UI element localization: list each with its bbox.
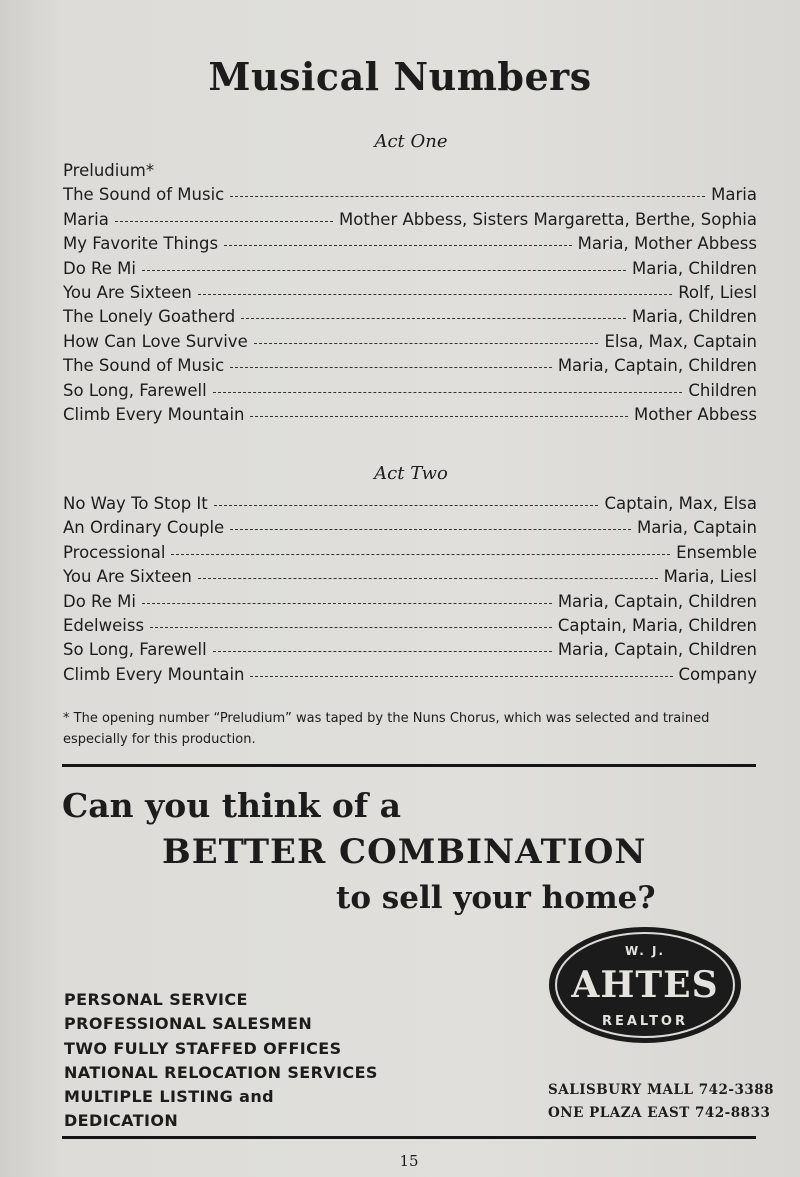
song-row [63,332,757,356]
song-cast: Maria, Captain, Children [557,640,757,660]
song-title: So Long, Farewell [63,380,207,400]
song-title: The Sound of Music [63,356,225,376]
song-row [63,518,757,542]
dotted-leader [230,367,552,368]
logo-realtor: REALTOR [601,1014,689,1029]
dotted-leader [254,343,599,344]
dotted-leader [198,294,672,295]
dotted-leader [115,221,333,222]
song-title: Edelweiss [63,615,145,635]
song-title: So Long, Farewell [63,640,207,660]
page-title: Musical Numbers [208,54,592,99]
song-cast: Captain, Max, Elsa [604,494,757,513]
song-row [63,567,757,591]
dotted-leader [250,676,672,677]
song-cast: Elsa, Max, Captain [604,331,757,351]
song-title: The Sound of Music [63,185,225,205]
dotted-leader [214,505,599,506]
song-row [63,307,757,331]
preludium-item: Preludium* [63,161,155,180]
divider-bottom [62,1136,756,1139]
dotted-leader [230,529,631,530]
dotted-leader [241,318,626,319]
song-title: The Lonely Goatherd [63,307,236,327]
song-row [63,259,757,283]
service-item: MULTIPLE LISTING and [64,1087,275,1107]
dotted-leader [150,627,552,628]
ad-headline-line2: BETTER COMBINATION [162,832,647,872]
song-title: Climb Every Mountain [63,404,245,424]
logo-name: AHTES [571,964,719,1006]
page-number: 15 [399,1152,419,1170]
dotted-leader [250,416,627,417]
song-cast: Maria [711,185,757,205]
service-item: PROFESSIONAL SALESMEN [64,1014,313,1034]
service-item: TWO FULLY STAFFED OFFICES [64,1038,342,1058]
song-cast: Maria, Captain, Children [557,356,757,376]
song-title: Do Re Mi [63,591,136,611]
logo-initials: W. J. [624,944,666,958]
act-two-list [63,494,757,689]
song-row [63,185,757,209]
song-cast: Maria, Children [632,258,757,278]
footnote: * The opening number “Preludium” was taped by the Nuns Chorus, which was selected and trained especially for this production. [63,711,710,747]
dotted-leader [230,196,705,197]
song-title: Do Re Mi [63,258,136,278]
divider-top [62,764,756,767]
song-row [63,381,757,405]
song-title: Processional [63,542,166,562]
song-title: Maria [63,209,109,229]
song-title: Climb Every Mountain [63,664,245,684]
song-cast: Ensemble [676,542,757,562]
song-title: My Favorite Things [63,234,219,254]
dotted-leader [213,651,552,652]
dotted-leader [224,245,572,246]
address-line: ONE PLAZA EAST 742-8833 [548,1105,771,1121]
song-row [63,283,757,307]
act-two-heading: Act Two [374,463,448,484]
song-row [63,494,757,518]
song-title: You Are Sixteen [63,567,192,587]
song-cast: Rolf, Liesl [678,282,757,302]
song-title: No Way To Stop It [63,494,208,513]
dotted-leader [213,392,683,393]
song-cast: Captain, Maria, Children [557,615,757,635]
song-cast: Company [678,664,757,684]
ad-headline-line3: to sell your home? [336,880,656,916]
service-item: PERSONAL SERVICE [64,990,248,1009]
song-title: How Can Love Survive [63,331,248,351]
song-row [63,543,757,567]
services-list [64,988,378,1134]
service-item: DEDICATION [64,1111,179,1131]
office-addresses [548,1079,774,1125]
song-cast: Maria, Captain [636,518,757,538]
song-row [63,640,757,664]
service-item: NATIONAL RELOCATION SERVICES [64,1062,378,1082]
ad-headline-line1: Can you think of a [62,786,401,825]
dotted-leader [198,578,658,579]
act-one-list [63,161,757,429]
song-cast: Mother Abbess, Sisters Margaretta, Berthe, Sophia [339,209,757,229]
song-cast: Maria, Captain, Children [557,591,757,611]
dotted-leader [142,270,626,271]
act-one-heading: Act One [374,131,448,152]
song-cast: Maria, Liesl [663,567,757,587]
song-title: An Ordinary Couple [63,518,225,538]
song-row [63,356,757,380]
song-cast: Maria, Children [632,307,757,327]
song-row [63,616,757,640]
song-row [63,405,757,429]
address-line: SALISBURY MALL 742-3388 [548,1082,775,1098]
song-title: You Are Sixteen [63,282,192,302]
song-row [63,234,757,258]
song-row [63,665,757,689]
song-row [63,592,757,616]
song-cast: Mother Abbess [633,404,757,424]
song-cast: Maria, Mother Abbess [577,234,757,254]
dotted-leader [142,603,552,604]
realtor-logo [547,925,743,1045]
song-cast: Children [688,380,757,400]
song-row [63,210,757,234]
dotted-leader [171,554,670,555]
